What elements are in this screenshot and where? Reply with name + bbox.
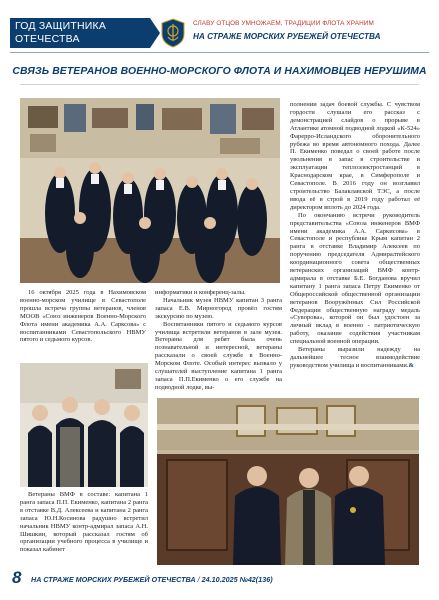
page-number: 8 [12,568,22,587]
article-paragraph: Начальник музея НВМУ капитан 3 ранга запаса Е.В. Мирногород провёл гостям экскурсию по музею. [155,296,282,320]
article-paragraph: 16 октября 2025 года в Нахимовском военно-морском училище в Севастополе прошла встреча группы ветеранов, членов МООВ «Союз инженеров Военно-Морского Флота имени академика А.А. Сарксова» с воспитанниками Севастопольского НВМУ пятого и седьмого курсов. [20,289,146,344]
article-paragraph: информатики и конференц-залы. [155,289,246,296]
header-slogan: СЛАВУ ОТЦОВ УМНОЖАЕМ, ТРАДИЦИИ ФЛОТА ХРАНИМ [193,20,374,27]
footer-date: 24.10.2025 [201,575,238,584]
navy-emblem-icon [160,18,186,48]
rubric-banner [10,18,150,48]
header-divider [10,52,429,53]
article-paragraph: По окончанию встречи руководитель представительства «Союза инженеров ВМФ имени академика А.А. Саркисова» в Севастополе и республике Крым капитан 2 ранга в отставке Владимир Алексеев по поручению председателя Адмиралтейского координационного совета общественных ветеранских организаций ВМФ контр-адмирала в отставке Б.Е. Богданова вручил капитану 1 ранга запаса Петру Екименко от Общероссийской общественной организации ветеранов Вооружённых Сил Российской Федерации общественную награду медаль «Суворова», которой он был удостоен за личный вклад в военно - патриотическую работу, оказание содействия участникам специальной военной операции. [290,211,420,346]
photo-caption [20,491,148,554]
photo-award-ceremony [157,398,419,565]
article-paragraph: полнении задач боевой службы. С чувством гордости слушали его рассказ с демонстрацией слайдов о прорыве в Атлантике атомной подводной лодкой «К-524» Фарерро-Исландского оборонительного рубежа во время автономного похода. Далее П. Екименко поведал о своей работе после увольнения в запас в строительстве и эксплуатации теплоэлектростанций в Краснодарском крае, в Симферополе и Севастополе. В 2016 году он возглавил строительство Балаклавской ТЭС, а после ввода её в строй в 2019 году работал её директором вплоть до 2024 года. [290,101,420,211]
article-last-sentence: Ветераны выразили надежду на дальнейшее тесное взаимодействие руководством училища и воспитанниками. [290,346,420,369]
article-column-2 [155,289,282,392]
photo-museum-group [20,98,280,283]
end-of-article-mark: & [408,361,414,369]
header-paper-title: НА СТРАЖЕ МОРСКИХ РУБЕЖЕЙ ОТЕЧЕСТВА [193,32,381,41]
article-paragraph [290,346,420,370]
article-column-3 [290,101,420,370]
footer-line [31,575,273,584]
article-paragraph: Воспитанники пятого и седьмого курсов училища встретили ветеранов в зале музея. Ветераны для ребят была очень познавательной и интересной, ветераны рассказали о своей службе в Военно-Морском Флоте. Особый интерес вызвало у слушателей выступление капитана 1 ранга запаса П.П.Екименко о его службе на подводной лодке, вы- [155,320,282,391]
caption-text: Ветераны ВМФ в составе: капитана 1 ранга запаса П.П. Екименко, капитана 2 ранга в отставке В.Д. Алексеева и капитана 2 ранга запаса Ю.Н.Косинова радушно встретил начальник НВМУ контр-адмирал запаса А.Н. Шишкин, который рассказал гостям об организации учебного процесса в училище и показал кабинет [20,491,148,554]
footer-paper-title: НА СТРАЖЕ МОРСКИХ РУБЕЖЕЙ ОТЕЧЕСТВА [31,575,196,584]
article-column-1 [20,289,146,344]
photo-veterans-meeting [20,363,148,487]
headline-divider [20,84,419,85]
footer-issue-number: №42(136) [239,575,273,584]
footer-separator: / [197,575,200,584]
article-headline: СВЯЗЬ ВЕТЕРАНОВ ВОЕННО-МОРСКОГО ФЛОТА И НАХИМОВЦЕВ НЕРУШИМА [12,66,427,77]
rubric-text: ГОД ЗАЩИТНИКА ОТЕЧЕСТВА [15,20,107,45]
